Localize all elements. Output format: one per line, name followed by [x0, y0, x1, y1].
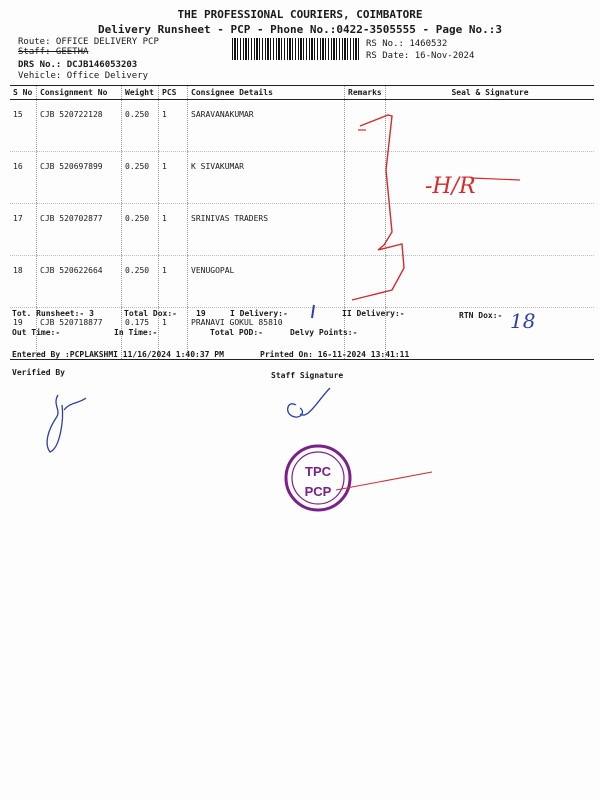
rtn-count-ink: 18 — [510, 309, 536, 333]
cell-pcs: 1 — [159, 204, 188, 256]
rtn-dox: RTN Dox:- — [459, 311, 503, 320]
tpc-stamp — [286, 446, 350, 510]
rs-date: RS Date: 16-Nov-2024 — [366, 51, 475, 61]
stamp-line1: TPC — [305, 464, 331, 479]
i-delivery: I Delivery:- — [230, 309, 288, 318]
staff-signature-label: Staff Signature — [271, 371, 344, 380]
col-pcs: PCS — [159, 86, 188, 100]
tot-runsheet: Tot. Runsheet:- 3 — [12, 309, 94, 318]
cell-weight: 0.175 — [122, 308, 159, 360]
in-time: In Time:- — [114, 328, 158, 337]
cell-consignee: VENUGOPAL — [188, 256, 345, 308]
rs-number: RS No.: 1460532 — [366, 39, 448, 49]
cell-sno: 15 — [10, 100, 37, 152]
cell-pcs: 1 — [159, 100, 188, 152]
remark-hr-underline — [472, 178, 520, 180]
col-sno: S No — [10, 86, 37, 100]
verified-by-label: Verified By — [12, 368, 65, 377]
vehicle-label: Vehicle: Office Delivery — [18, 71, 149, 81]
staff-signature-ink — [288, 388, 330, 417]
delvy-points: Delvy Points:- — [290, 328, 358, 337]
cell-weight: 0.250 — [122, 256, 159, 308]
cell-consignee: K SIVAKUMAR — [188, 152, 345, 204]
entered-by: Entered By :PCPLAKSHMI 11/16/2024 1:40:37 PM — [12, 350, 224, 359]
cell-consignee: SRINIVAS TRADERS — [188, 204, 345, 256]
col-seal-signature: Seal & Signature — [386, 86, 595, 100]
printed-on: Printed On: 16-11-2024 13:41:11 — [260, 350, 410, 359]
drs-number: DRS No.: DCJB146053203 — [18, 60, 138, 70]
total-dox-label: Total Dox:- — [124, 309, 177, 318]
cell-consignment: CJB 520702877 — [37, 204, 122, 256]
remarks-bracket-ink — [352, 115, 404, 300]
cell-pcs: 1 — [159, 308, 188, 360]
verified-signature-ink — [47, 395, 86, 452]
cell-consignment: CJB 520722128 — [37, 100, 122, 152]
cell-weight: 0.250 — [122, 204, 159, 256]
staff-label: Staff: GEETHA — [18, 47, 89, 57]
cell-consignment: CJB 520697899 — [37, 152, 122, 204]
cell-sno: 19 — [10, 308, 37, 360]
cell-pcs: 1 — [159, 256, 188, 308]
cell-sno: 18 — [10, 256, 37, 308]
runsheet-title: Delivery Runsheet - PCP - Phone No.:0422-3505555 - Page No.:3 — [98, 23, 502, 36]
col-consignee: Consignee Details — [188, 86, 345, 100]
cell-consignee: PRANAVI GOKUL 85810 — [188, 308, 345, 360]
cell-weight: 0.250 — [122, 152, 159, 204]
cell-pcs: 1 — [159, 152, 188, 204]
company-title: THE PROFESSIONAL COURIERS, COIMBATORE — [177, 8, 423, 21]
col-consignment: Consignment No — [37, 86, 122, 100]
i-delivery-ink — [312, 305, 314, 318]
total-pod: Total POD:- — [210, 328, 263, 337]
stamp-line2: PCP — [304, 484, 332, 499]
out-time: Out Time:- — [12, 328, 61, 337]
cell-weight: 0.250 — [122, 100, 159, 152]
col-remarks: Remarks — [345, 86, 386, 100]
cell-consignment: CJB 520622664 — [37, 256, 122, 308]
cell-sno: 16 — [10, 152, 37, 204]
cell-consignee: SARAVANAKUMAR — [188, 100, 345, 152]
col-weight: Weight — [122, 86, 159, 100]
total-dox-value: 19 — [196, 309, 206, 318]
cell-consignment: CJB 520718877 — [37, 308, 122, 360]
remark-hr-ink: -H/R — [425, 174, 476, 199]
ii-delivery: II Delivery:- — [342, 309, 405, 318]
route-label: Route: OFFICE DELIVERY PCP — [18, 37, 159, 47]
cell-sno: 17 — [10, 204, 37, 256]
